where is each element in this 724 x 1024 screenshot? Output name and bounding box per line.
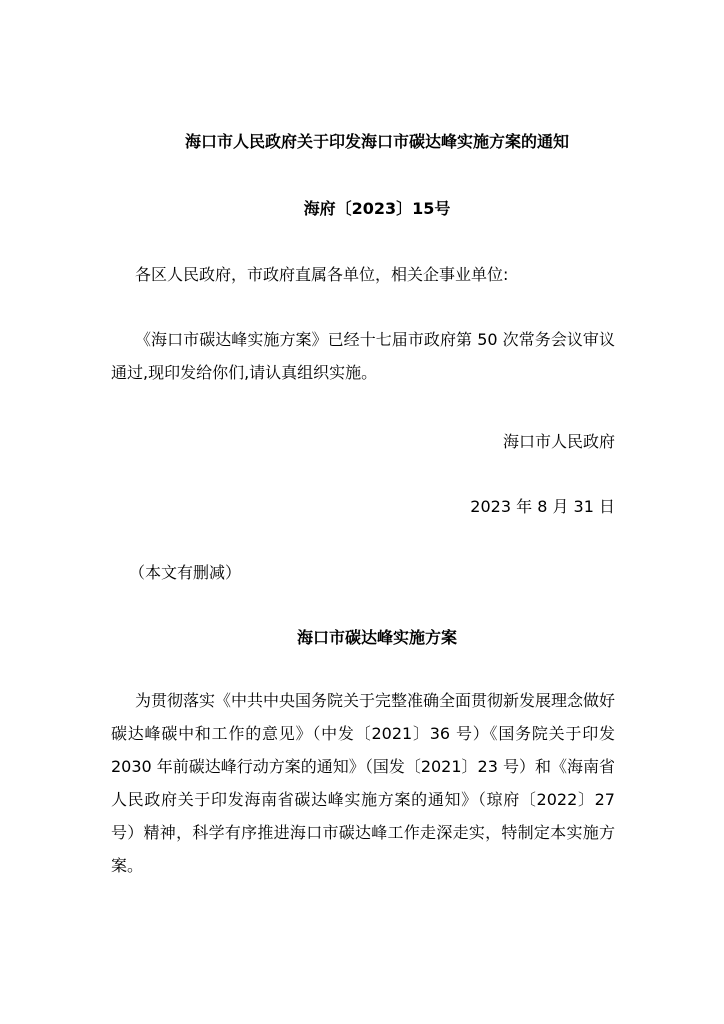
plan-intro-paragraph: 为贯彻落实《中共中央国务院关于完整准确全面贯彻新发展理念做好碳达峰碳中和工作的意见》（中发〔2021〕36 号）《国务院关于印发 2030 年前碳达峰行动方案的通知》（国发〔2021〕23 号）和《海南省人民政府关于印发海南省碳达峰实施方案的通知》（琼府〔2022〕27 号）精神，科学有序推进海口市碳达峰工作走深走实，特制定本实施方案。	[111, 691, 616, 875]
plan-title: 海口市碳达峰实施方案	[296, 628, 457, 647]
document-number: 海府〔2023〕15号	[303, 199, 451, 218]
abridged-note: （本文有删减）	[129, 563, 242, 582]
issue-date: 2023 年 8 月 31 日	[470, 497, 615, 516]
body-paragraph: 《海口市碳达峰实施方案》已经十七届市政府第 50 次常务会议审议通过,现印发给你们,请认真组织实施。	[111, 330, 615, 382]
signer: 海口市人民政府	[502, 432, 615, 451]
salutation: 各区人民政府，市政府直属各单位，相关企事业单位:	[135, 265, 509, 284]
document-title: 海口市人民政府关于印发海口市碳达峰实施方案的通知	[184, 132, 569, 151]
